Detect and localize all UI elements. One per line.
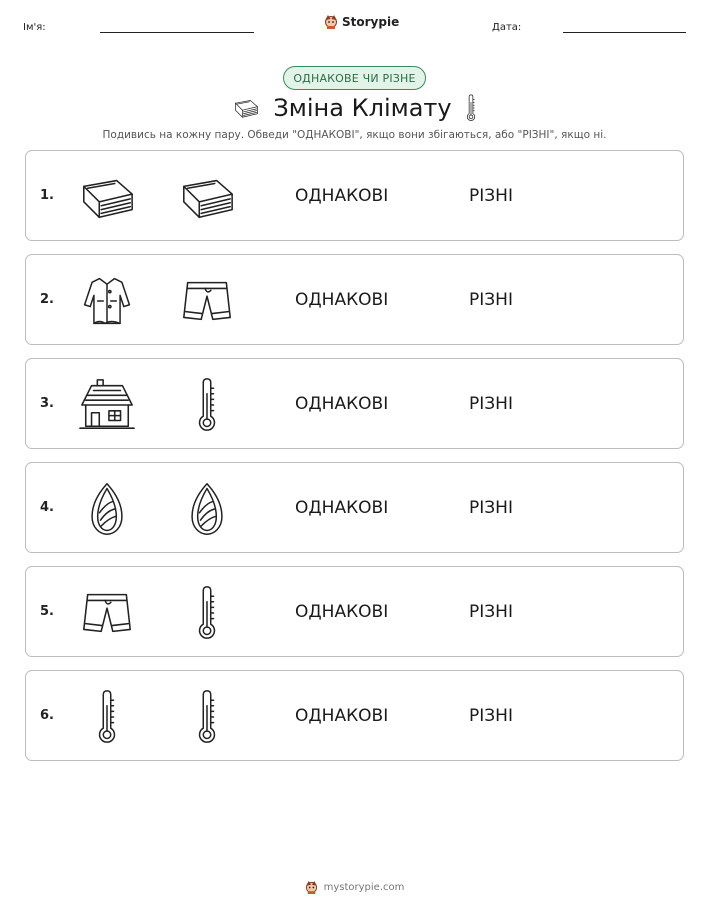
row-number: 4.	[40, 500, 54, 515]
thermometer-icon	[178, 585, 236, 641]
option-same[interactable]: ОДНАКОВІ	[295, 290, 389, 310]
date-label: Дата:	[492, 22, 522, 33]
exercise-row	[25, 150, 684, 241]
seed-icon	[178, 481, 236, 537]
row-number: 6.	[40, 708, 54, 723]
storypie-mascot-icon	[305, 880, 318, 895]
exercise-row	[25, 670, 684, 761]
option-different[interactable]: РІЗНІ	[469, 706, 513, 726]
book-icon	[78, 169, 136, 225]
option-same[interactable]: ОДНАКОВІ	[295, 706, 389, 726]
page-title: Зміна Клімату	[273, 94, 452, 122]
thermometer-icon	[464, 92, 478, 124]
exercise-row	[25, 566, 684, 657]
option-different[interactable]: РІЗНІ	[469, 394, 513, 414]
option-same[interactable]: ОДНАКОВІ	[295, 498, 389, 518]
thermometer-icon	[178, 689, 236, 745]
instructions: Подивись на кожну пару. Обведи "ОДНАКОВІ", якщо вони збігаються, або "РІЗНІ", якщо ні.	[102, 129, 607, 141]
exercise-row	[25, 254, 684, 345]
name-label: Ім'я:	[23, 22, 46, 33]
brand-name: Storypie	[342, 15, 400, 29]
book-icon	[178, 169, 236, 225]
option-same[interactable]: ОДНАКОВІ	[295, 394, 389, 414]
row-number: 5.	[40, 604, 54, 619]
coat-icon	[78, 273, 136, 329]
option-same[interactable]: ОДНАКОВІ	[295, 602, 389, 622]
shorts-icon	[78, 585, 136, 641]
row-number: 1.	[40, 188, 54, 203]
option-same[interactable]: ОДНАКОВІ	[295, 186, 389, 206]
worksheet-type-badge: ОДНАКОВЕ ЧИ РІЗНЕ	[283, 66, 426, 90]
title-row	[0, 92, 709, 124]
name-field-line[interactable]	[100, 32, 254, 33]
footer-url: mystorypie.com	[323, 882, 405, 893]
row-number: 2.	[40, 292, 54, 307]
book-icon	[231, 97, 261, 119]
option-different[interactable]: РІЗНІ	[469, 186, 513, 206]
seed-icon	[78, 481, 136, 537]
option-different[interactable]: РІЗНІ	[469, 602, 513, 622]
footer	[0, 880, 709, 895]
exercise-row	[25, 462, 684, 553]
shorts-icon	[178, 273, 236, 329]
exercise-row	[25, 358, 684, 449]
house-icon	[78, 377, 136, 433]
thermometer-icon	[178, 377, 236, 433]
option-different[interactable]: РІЗНІ	[469, 498, 513, 518]
thermometer-icon	[78, 689, 136, 745]
date-field-line[interactable]	[563, 32, 686, 33]
option-different[interactable]: РІЗНІ	[469, 290, 513, 310]
row-number: 3.	[40, 396, 54, 411]
storypie-mascot-icon	[324, 14, 338, 30]
brand-logo	[324, 14, 399, 30]
